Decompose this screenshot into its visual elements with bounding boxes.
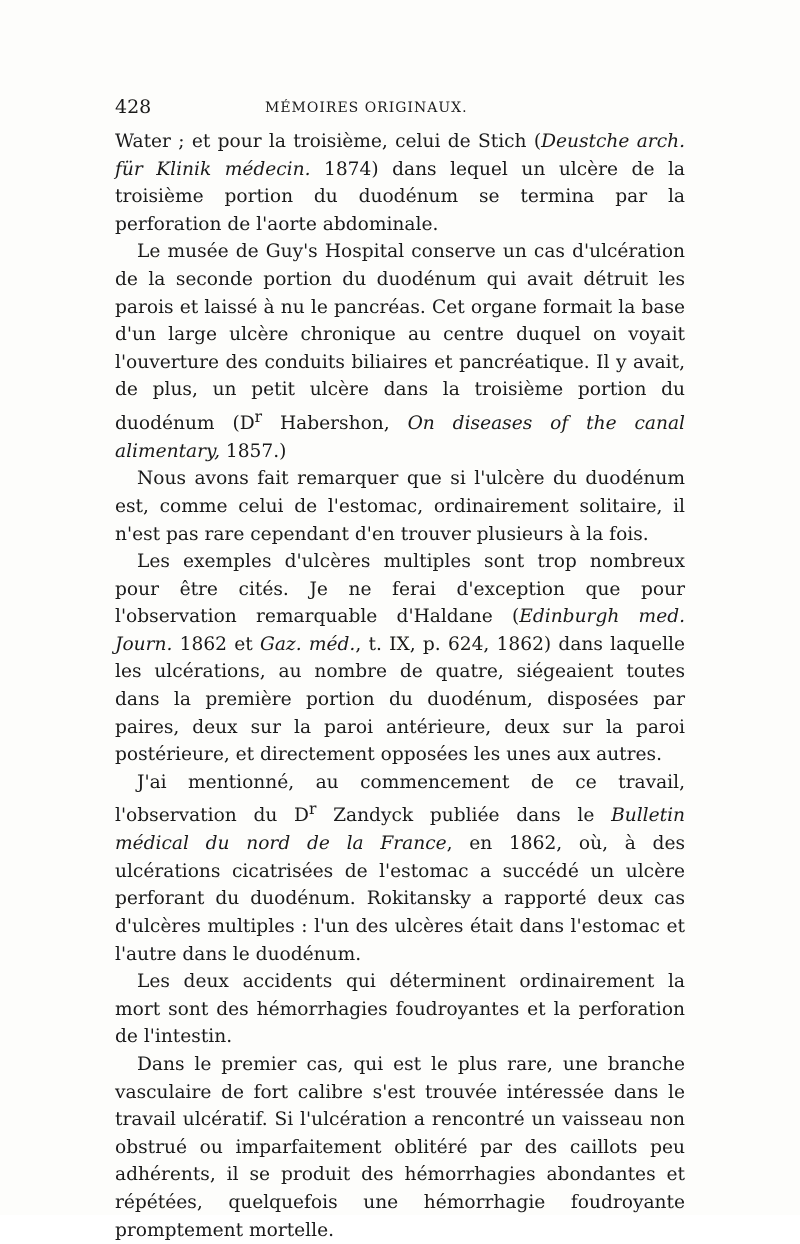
superscript: r	[254, 407, 263, 426]
text-span: 1862 et	[172, 633, 260, 655]
text-span: Dans le premier cas, qui est le plus rare, une branche vasculaire de fort calibre s'est trouvée intéressée dans le travail ulcératif. Si l'ulcération a rencontré un vaisseau non obstrué ou imparfaitement oblitéré par des caillots peu adhérents, il se produit des hémorrhagies abondantes et répétées, quelquefois une hémorrhagie foudroyante promptement mortelle.	[115, 1053, 685, 1241]
paragraph-7	[115, 1051, 685, 1244]
text-span: J'ai mentionné, au commencement de ce travail, l'observation du D	[115, 771, 685, 827]
paragraph-3	[115, 465, 685, 548]
page-number: 428	[115, 96, 152, 118]
superscript: r	[308, 800, 317, 819]
text-span: Water ; et pour la troisième, celui de Stich (	[115, 131, 542, 152]
text-span: Le musée de Guy's Hospital conserve un cas d'ulcération de la seconde portion du duodénum qui avait détruit les parois et laissé à nu le pancréas. Cet organe formait la base d'un large ulcère chronique au centre duquel on voyait l'ouverture des conduits biliaires et pancréatique. Il y avait, de plus, un petit ulcère dans la troisième portion du duodénum (D	[115, 241, 685, 435]
text-span: Les exemples d'ulcères multiples sont trop nombreux pour être cités. Je ne ferai d'exception que pour l'observation remarquable d'Haldane (	[115, 551, 685, 628]
text-span: , en 1862, où, à des ulcérations cicatrisées de l'estomac a succédé un ulcère perforant du duodénum. Rokitansky a rapporté deux cas d'ulcères multiples : l'un des ulcères était dans l'estomac et l'autre dans le duodénum.	[115, 833, 685, 965]
text-span: Les deux accidents qui déterminent ordinairement la mort sont des hémorrhagies foudroyantes et la perforation de l'intestin.	[115, 971, 685, 1048]
running-head: MÉMOIRES ORIGINAUX.	[265, 100, 468, 116]
paragraph-2	[115, 238, 685, 465]
italic-citation: Gaz. méd.	[259, 633, 356, 655]
italic-citation: Bulletin médical du nord de la France	[115, 805, 685, 855]
italic-citation: On diseases of the canal alimentary,	[115, 413, 685, 462]
page-header	[115, 96, 685, 122]
text-span: Habershon,	[262, 413, 408, 435]
paragraph-6	[115, 968, 685, 1051]
text-span: 1857.)	[219, 440, 287, 462]
paragraph-4	[115, 548, 685, 769]
text-span: 1874) dans lequel un ulcère de la troisième portion du duodénum se termina par la perforation de l'aorte abdominale.	[115, 158, 685, 235]
text-span: Zandyck publiée dans le	[316, 805, 612, 827]
text-span: , t. IX, p. 624, 1862) dans laquelle les ulcérations, au nombre de quatre, siégeaient toutes dans la première portion du duodénum, disposées par paires, deux sur la paroi antérieure, deux sur la paroi postérieure, et directement opposées les unes aux autres.	[115, 633, 685, 766]
paragraph-5	[115, 769, 685, 968]
italic-citation: Deustche arch. für Klinik médecin.	[115, 131, 685, 180]
paragraph-1	[115, 128, 685, 238]
body-text	[115, 128, 685, 1244]
italic-citation: Edinburgh med. Journ.	[115, 606, 686, 655]
text-span: Nous avons fait remarquer que si l'ulcère du duodénum est, comme celui de l'estomac, ordinairement solitaire, il n'est pas rare cependant d'en trouver plusieurs à la fois.	[115, 468, 685, 545]
